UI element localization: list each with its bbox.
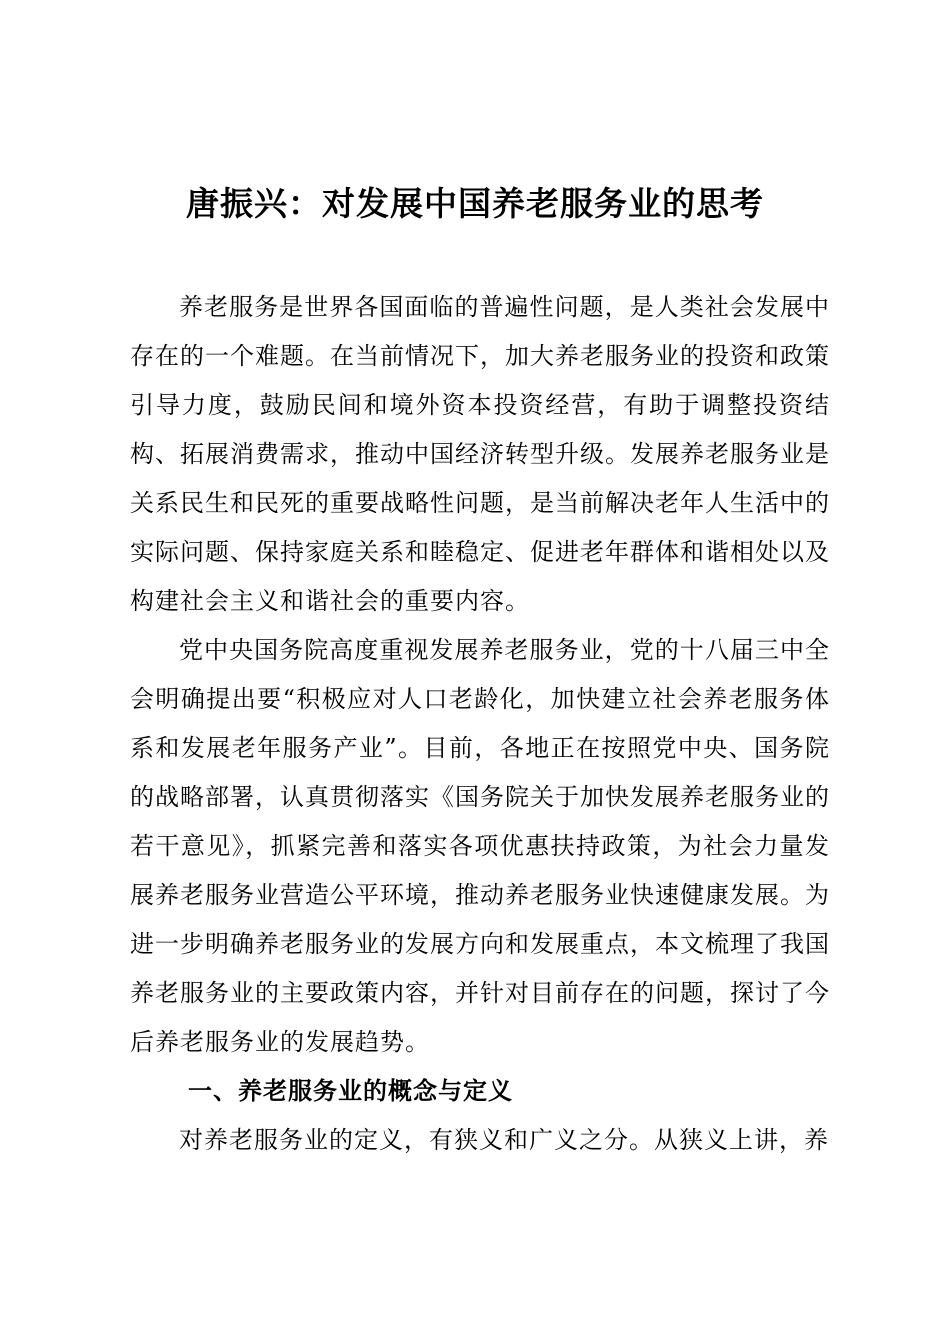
paragraph-intro: 养老服务是世界各国面临的普遍性问题，是人类社会发展中存在的一个难题。在当前情况下，加大养老服务业的投资和政策引导力度，鼓励民间和境外资本投资经营，有助于调整投资结构、拓展消费需求，推动中国经济转型升级。发展养老服务业是关系民生和民死的重要战略性问题，是当前解决老年人生活中的实际问题、保持家庭关系和睦稳定、促进老年群体和谐相处以及构建社会主义和谐社会的重要内容。 [130, 293, 830, 615]
document-title: 唐振兴：对发展中国养老服务业的思考 [186, 184, 764, 223]
paragraph-policy: 党中央国务院高度重视发展养老服务业，党的十八届三中全会明确提出要“积极应对人口老龄化，加快建立社会养老服务体系和发展老年服务产业”。目前，各地正在按照党中央、国务院的战略部署，认真贯彻落实《国务院关于加快发展养老服务业的若干意见》，抓紧完善和落实各项优惠扶持政策，为社会力量发展养老服务业营造公平环境，推动养老服务业快速健康发展。为进一步明确养老服务业的发展方向和发展重点，本文梳理了我国养老服务业的主要政策内容，并针对目前存在的问题，探讨了今后养老服务业的发展趋势。 [130, 636, 830, 1056]
paragraph-definition: 对养老服务业的定义，有狭义和广义之分。从狭义上讲，养 [179, 1126, 829, 1154]
document-body [130, 283, 830, 1165]
section-heading: 一、养老服务业的概念与定义 [188, 1077, 513, 1105]
